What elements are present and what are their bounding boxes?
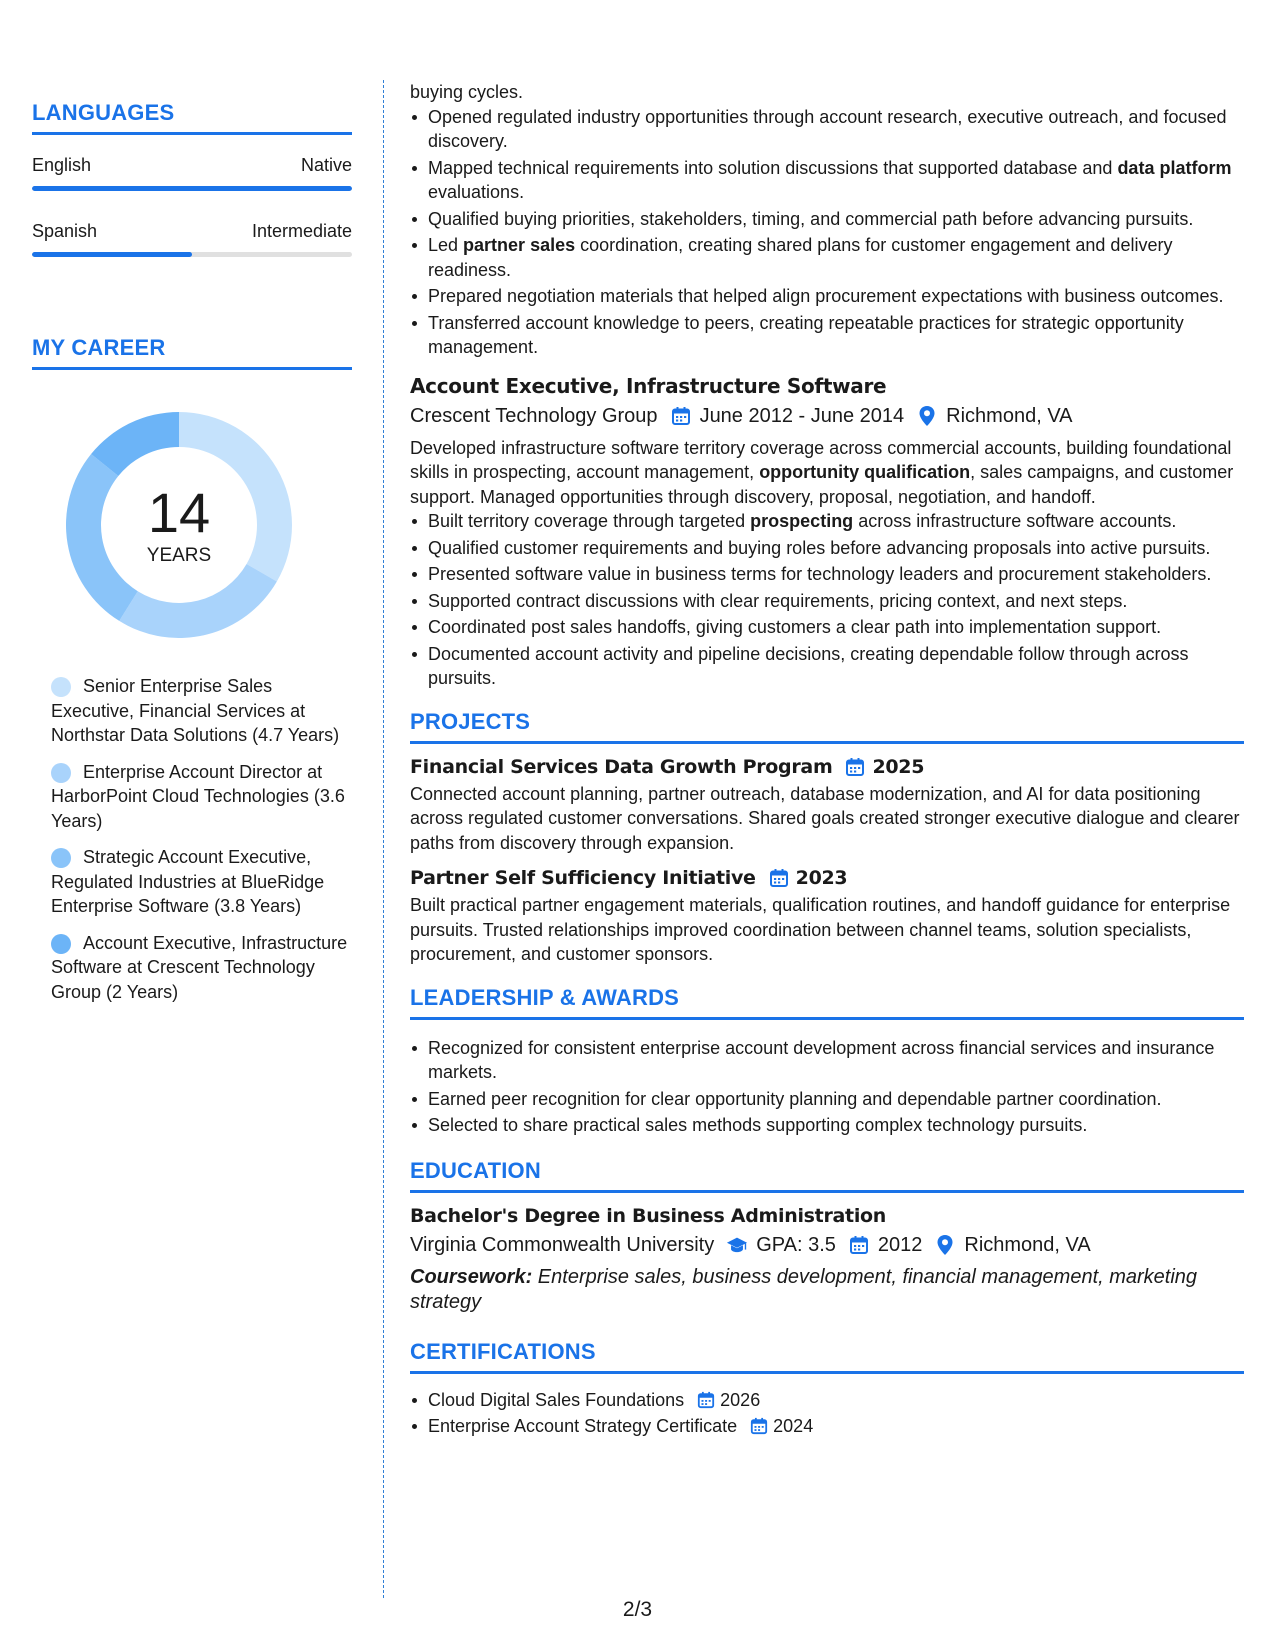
career-heading: MY CAREER bbox=[32, 335, 352, 370]
text-segment: Prepared negotiation materials that helped align procurement expectations with business outcomes. bbox=[428, 286, 1224, 306]
job-company: Crescent Technology Group bbox=[410, 404, 658, 427]
project-title: Financial Services Data Growth Program bbox=[410, 755, 833, 778]
certification-name: Cloud Digital Sales Foundations bbox=[428, 1389, 685, 1410]
coursework-text: Enterprise sales, business development, financial management, marketing strategy bbox=[410, 1265, 1198, 1313]
award-item: Selected to share practical sales methods supporting complex technology pursuits. bbox=[410, 1113, 1244, 1138]
project-item bbox=[410, 756, 1244, 856]
bullet-item bbox=[410, 562, 1244, 587]
text-segment: Led bbox=[428, 235, 464, 255]
previous-job-tail: buying cycles. bbox=[410, 82, 524, 102]
bold-keyword: partner sales bbox=[463, 235, 576, 255]
language-item bbox=[32, 221, 352, 257]
bullet-item bbox=[410, 233, 1244, 282]
calendar-icon bbox=[768, 867, 790, 889]
text-segment: coordination, creating shared plans for customer engagement and delivery readiness. bbox=[428, 235, 1173, 280]
bullet-item bbox=[410, 105, 1244, 154]
legend-dot bbox=[51, 677, 71, 697]
job-meta bbox=[410, 405, 1244, 428]
legend-dot bbox=[51, 763, 71, 783]
legend-label: Enterprise Account Director at HarborPoint Cloud Technologies (3.6 Years) bbox=[51, 761, 345, 831]
location-pin-icon bbox=[934, 1234, 956, 1256]
legend-item bbox=[51, 760, 352, 834]
degree-title: Bachelor's Degree in Business Administration bbox=[410, 1204, 887, 1227]
education-heading: EDUCATION bbox=[410, 1158, 1244, 1193]
awards-heading: LEADERSHIP & AWARDS bbox=[410, 985, 1244, 1020]
text-segment: Qualified buying priorities, stakeholders, timing, and commercial path before advancing pursuits. bbox=[428, 208, 1194, 229]
job-location: Richmond, VA bbox=[946, 404, 1073, 427]
legend-dot bbox=[51, 934, 71, 954]
text-segment: Developed infrastructure software territory coverage across commercial accounts, building foundational skills in prospecting, account management, bbox=[410, 437, 1232, 482]
bullet-item bbox=[410, 642, 1244, 691]
bullet-item bbox=[410, 284, 1244, 309]
calendar-icon bbox=[844, 756, 866, 778]
legend-label: Account Executive, Infrastructure Software at Crescent Technology Group (2 Years) bbox=[51, 932, 348, 1002]
text-segment: Transferred account knowledge to peers, creating repeatable practices for strategic opportunity management. bbox=[428, 312, 1184, 357]
project-title: Partner Self Sufficiency Initiative bbox=[410, 867, 756, 889]
language-proficiency-bar bbox=[32, 252, 352, 257]
text-segment: Built territory coverage through targeted bbox=[428, 511, 751, 531]
bullet-item bbox=[410, 589, 1244, 614]
location-pin-icon bbox=[916, 405, 938, 427]
gpa: GPA: 3.5 bbox=[756, 1233, 836, 1256]
text-segment: Coordinated post sales handoffs, giving customers a clear path into implementation support. bbox=[428, 617, 1162, 637]
bullet-item bbox=[410, 156, 1244, 205]
text-segment: Documented account activity and pipeline decisions, creating dependable follow through across pursuits. bbox=[428, 643, 1189, 688]
text-segment: Mapped technical requirements into solution discussions that supported database and bbox=[428, 157, 1118, 178]
text-segment: Presented software value in business terms for technology leaders and procurement stakeholders. bbox=[428, 564, 1212, 584]
job-title: Account Executive, Infrastructure Software bbox=[410, 373, 887, 398]
total-years-number: 14 bbox=[147, 481, 211, 544]
legend-label: Strategic Account Executive, Regulated Industries at BlueRidge Enterprise Software (3.8 Years) bbox=[51, 847, 325, 916]
language-proficiency-bar bbox=[32, 186, 352, 191]
bullet-item bbox=[410, 311, 1244, 360]
career-donut-chart bbox=[66, 412, 292, 638]
bold-keyword: data platform bbox=[1117, 157, 1232, 178]
projects-heading: PROJECTS bbox=[410, 709, 1244, 744]
legend-item bbox=[51, 845, 352, 919]
job-dates: June 2012 - June 2014 bbox=[699, 404, 905, 427]
calendar-icon bbox=[749, 1416, 769, 1436]
job-summary bbox=[410, 436, 1244, 510]
bullet-item bbox=[410, 615, 1244, 640]
project-description: Connected account planning, partner outreach, database modernization, and AI for data positioning across regulated customer conversations. Shared goals created stronger executive dialogue and clearer paths from discovery through expansion. bbox=[410, 783, 1240, 853]
school-name: Virginia Commonwealth University bbox=[410, 1233, 715, 1256]
award-item: Recognized for consistent enterprise account development across financial services and insurance markets. bbox=[410, 1036, 1244, 1085]
language-name: Spanish bbox=[32, 221, 98, 241]
calendar-icon bbox=[696, 1390, 716, 1410]
page-number: 2/3 bbox=[622, 1598, 653, 1621]
left-column bbox=[32, 100, 352, 1016]
calendar-icon bbox=[848, 1234, 870, 1256]
language-item bbox=[32, 155, 352, 191]
project-year: 2023 bbox=[795, 867, 848, 889]
project-year: 2025 bbox=[872, 755, 925, 778]
legend-label: Senior Enterprise Sales Executive, Financial Services at Northstar Data Solutions (4.7 Years) bbox=[51, 676, 340, 745]
education-meta bbox=[410, 1234, 1244, 1257]
certification-item bbox=[410, 1388, 1244, 1413]
legend-dot bbox=[51, 848, 71, 868]
awards-list bbox=[410, 1036, 1244, 1138]
certification-name: Enterprise Account Strategy Certificate bbox=[428, 1416, 738, 1436]
language-proficiency-fill bbox=[32, 186, 352, 191]
language-proficiency-fill bbox=[32, 252, 192, 257]
right-column bbox=[410, 80, 1244, 1441]
legend-item bbox=[51, 674, 352, 748]
career-legend bbox=[32, 674, 352, 1004]
text-segment: evaluations. bbox=[428, 182, 525, 202]
text-segment: across infrastructure software accounts. bbox=[853, 511, 1177, 531]
language-level: Intermediate bbox=[251, 221, 352, 241]
text-segment: Opened regulated industry opportunities through account research, executive outreach, and focused discovery. bbox=[428, 106, 1227, 151]
graduation-cap-icon bbox=[726, 1234, 748, 1256]
bullet-item bbox=[410, 536, 1244, 561]
coursework-label: Coursework: bbox=[410, 1265, 533, 1288]
language-level: Native bbox=[300, 155, 352, 175]
text-segment: , sales campaigns, and customer support. Managed opportunities through discovery, proposal, negotiation, and handoff. bbox=[410, 462, 1234, 507]
bold-keyword: prospecting bbox=[750, 511, 854, 531]
certification-year: 2026 bbox=[720, 1389, 761, 1410]
certification-item bbox=[410, 1414, 1244, 1439]
bullet-item bbox=[410, 207, 1244, 232]
job-bullets bbox=[410, 509, 1244, 691]
calendar-icon bbox=[670, 405, 692, 427]
language-name: English bbox=[32, 155, 92, 175]
award-item: Earned peer recognition for clear opportunity planning and dependable partner coordination. bbox=[410, 1087, 1244, 1112]
certifications-list bbox=[410, 1388, 1244, 1439]
languages-heading: LANGUAGES bbox=[32, 100, 352, 135]
graduation-year: 2012 bbox=[877, 1233, 923, 1256]
bold-keyword: opportunity qualification bbox=[759, 462, 971, 482]
certifications-heading: CERTIFICATIONS bbox=[410, 1339, 1244, 1374]
column-divider bbox=[383, 80, 384, 1598]
legend-item bbox=[51, 931, 352, 1005]
school-location: Richmond, VA bbox=[964, 1233, 1091, 1256]
text-segment: Supported contract discussions with clear requirements, pricing context, and next steps. bbox=[428, 590, 1128, 611]
coursework bbox=[410, 1265, 1244, 1315]
text-segment: Qualified customer requirements and buying roles before advancing proposals into active pursuits. bbox=[428, 537, 1211, 558]
project-item bbox=[410, 867, 1244, 967]
total-years-label: YEARS bbox=[146, 545, 212, 566]
previous-job-bullets bbox=[410, 105, 1244, 360]
certification-year: 2024 bbox=[773, 1416, 814, 1436]
project-description: Built practical partner engagement materials, qualification routines, and handoff guidance for enterprise pursuits. Trusted relationships improved coordination between channel teams, solution specialists, procurement, and customer sponsors. bbox=[410, 895, 1231, 964]
bullet-item bbox=[410, 509, 1244, 534]
